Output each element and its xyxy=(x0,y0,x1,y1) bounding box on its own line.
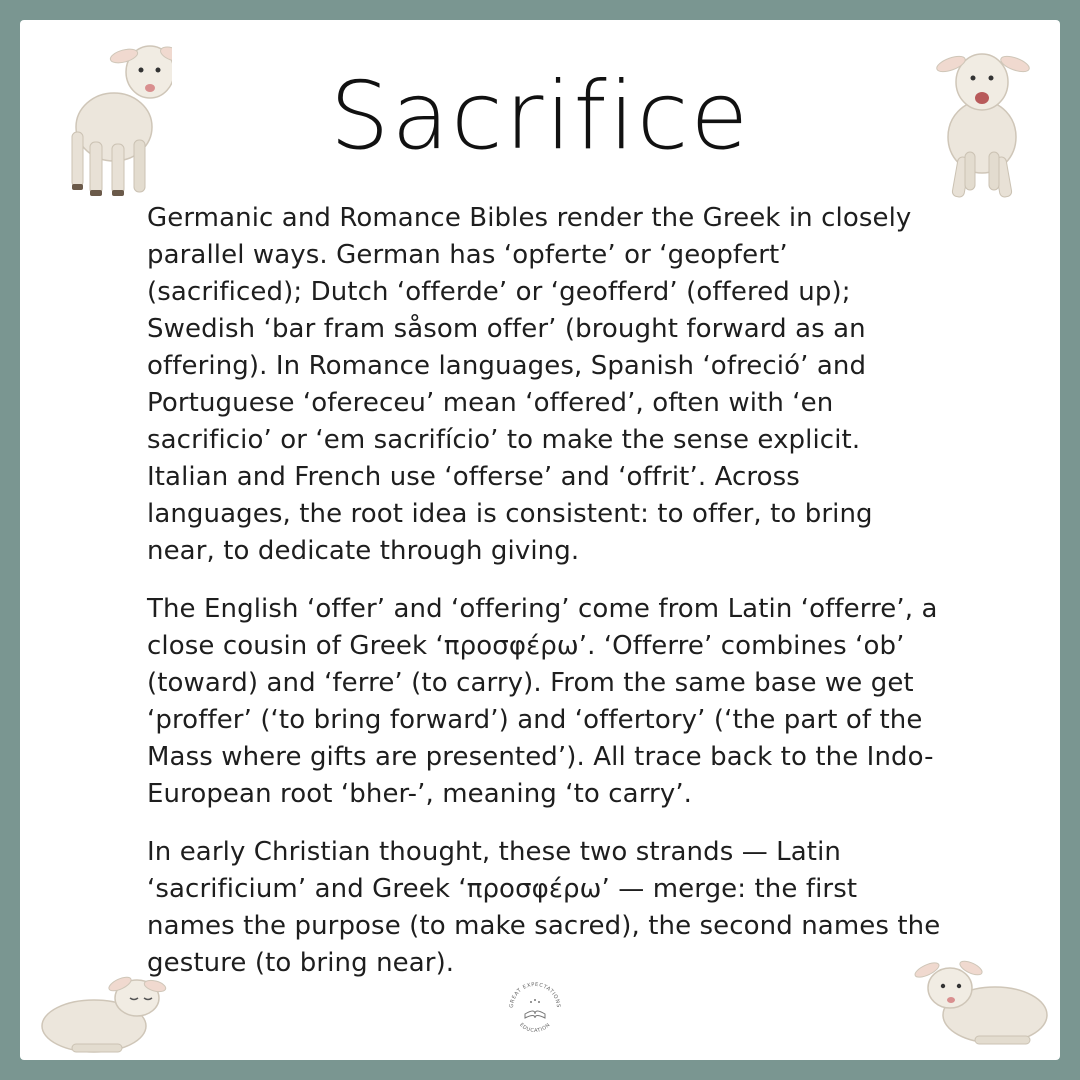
great-expectations-education-logo xyxy=(505,978,565,1038)
lamb-lying-bottom-right-image xyxy=(905,950,1055,1050)
paragraph-christian-thought: In early Christian thought, these two strands — Latin ‘sacrificium’ and Greek ‘προσφέρω’ — merge: the first names the purpose (to make sacred), the second names the gesture (to bring near). xyxy=(147,837,941,978)
svg-text:EDUCATION xyxy=(518,1022,552,1034)
lamb-lying-bottom-left-image xyxy=(32,968,182,1058)
lamb-standing-top-left-image xyxy=(42,32,172,202)
lamb-jumping-top-right-image xyxy=(925,32,1040,207)
svg-text:GREAT EXPECTATIONS xyxy=(509,982,561,1008)
page-title: Sacrifice xyxy=(329,62,751,171)
paragraph-germanic-romance: Germanic and Romance Bibles render the Greek in closely parallel ways. German has ‘opferte’ or ‘geopfert’ (sacrificed); Dutch ‘offerde’ or ‘geofferd’ (offered up); Swedish ‘bar fram såsom offer’ (brought forward as an offering). In Romance languages, Spanish ‘ofreció’ and Portuguese ‘ofereceu’ mean ‘offered’, often with ‘en sacrificio’ or ‘em sacrifício’ to make the sense explicit. Italian and French use ‘offerse’ and ‘offrit’. Across languages, the root idea is consistent: to offer, to bring near, to dedicate through giving. xyxy=(147,203,912,566)
logo-top-text: GREAT EXPECTATIONS xyxy=(508,981,562,1009)
logo-bottom-text: EDUCATION xyxy=(518,1022,552,1035)
poster-frame xyxy=(20,20,1060,1060)
paragraph-english-latin: The English ‘offer’ and ‘offering’ come from Latin ‘offerre’, a close cousin of Greek ‘προσφέρω’. ‘Offerre’ combines ‘ob’ (toward) and ‘ferre’ (to carry). From the same base we get ‘proffer’ (‘to bring forward’) and ‘offertory’ (‘the part of the Mass where gifts are presented’). All trace back to the Indo-European root ‘bher-’, meaning ‘to carry’. xyxy=(147,594,938,809)
body-text xyxy=(147,200,947,1003)
